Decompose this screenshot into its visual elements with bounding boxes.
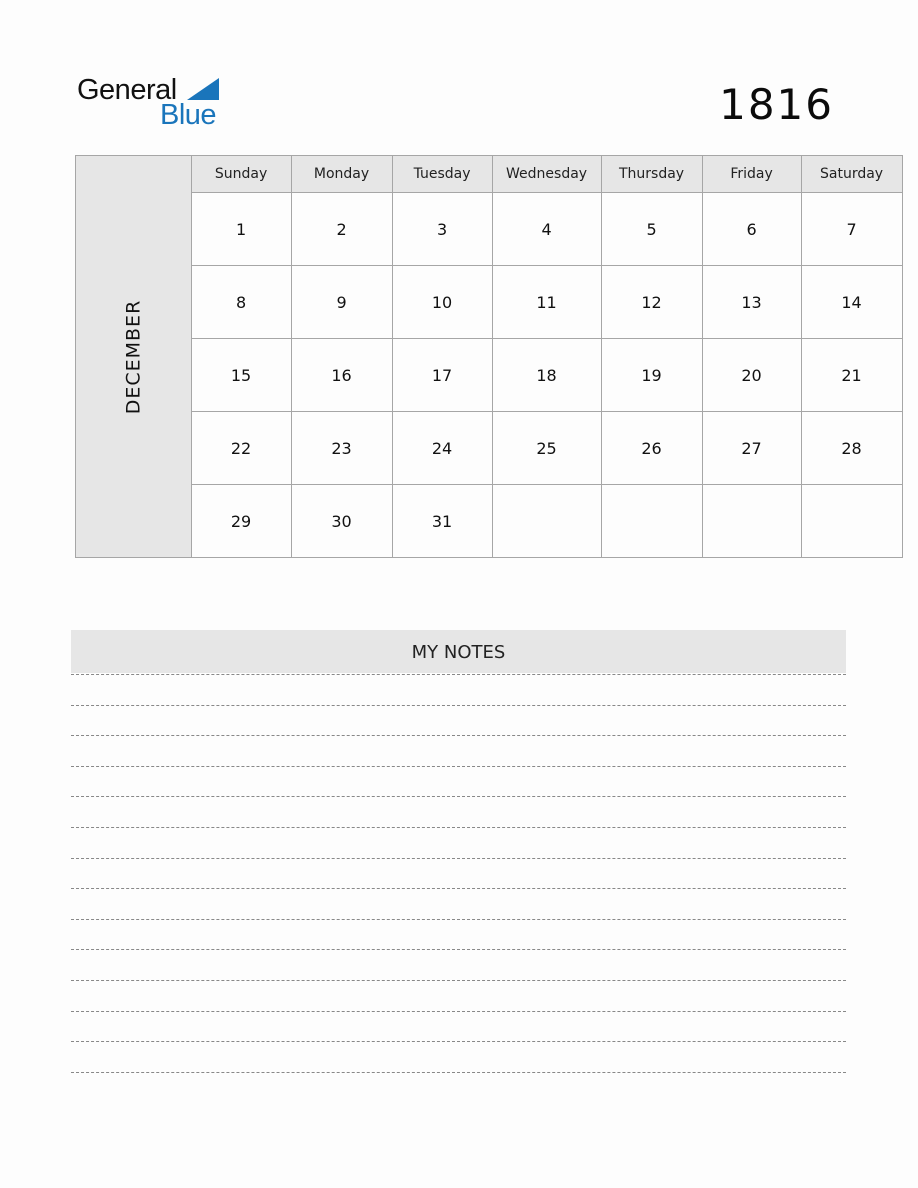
day-cell: 4	[492, 193, 601, 266]
day-cell: 7	[801, 193, 902, 266]
day-cell: 17	[392, 339, 492, 412]
day-cell: 30	[291, 485, 392, 558]
day-cell: 21	[801, 339, 902, 412]
week-row	[76, 485, 903, 558]
day-cell	[801, 485, 902, 558]
note-line	[71, 674, 846, 675]
month-column	[76, 156, 192, 558]
day-cell: 11	[492, 266, 601, 339]
note-line	[71, 827, 846, 828]
day-cell: 18	[492, 339, 601, 412]
day-cell: 6	[702, 193, 801, 266]
week-row	[76, 339, 903, 412]
note-line	[71, 705, 846, 706]
notes-header: MY NOTES	[71, 630, 846, 673]
weekday-saturday: Saturday	[801, 156, 902, 193]
note-line	[71, 1011, 846, 1012]
weekday-header-row	[76, 156, 903, 193]
logo-triangle-icon	[187, 78, 219, 100]
day-cell: 31	[392, 485, 492, 558]
note-line	[71, 980, 846, 981]
note-line	[71, 796, 846, 797]
day-cell: 3	[392, 193, 492, 266]
note-line	[71, 888, 846, 889]
weekday-monday: Monday	[291, 156, 392, 193]
day-cell: 19	[601, 339, 702, 412]
weekday-friday: Friday	[702, 156, 801, 193]
day-cell: 10	[392, 266, 492, 339]
day-cell: 29	[191, 485, 291, 558]
day-cell: 13	[702, 266, 801, 339]
day-cell: 27	[702, 412, 801, 485]
note-line	[71, 919, 846, 920]
weekday-wednesday: Wednesday	[492, 156, 601, 193]
day-cell: 22	[191, 412, 291, 485]
note-line	[71, 949, 846, 950]
day-cell: 28	[801, 412, 902, 485]
note-line	[71, 766, 846, 767]
day-cell: 5	[601, 193, 702, 266]
day-cell: 9	[291, 266, 392, 339]
day-cell: 8	[191, 266, 291, 339]
day-cell: 24	[392, 412, 492, 485]
weekday-thursday: Thursday	[601, 156, 702, 193]
note-line	[71, 1072, 846, 1073]
day-cell: 23	[291, 412, 392, 485]
week-row	[76, 266, 903, 339]
note-line	[71, 1041, 846, 1042]
day-cell: 2	[291, 193, 392, 266]
day-cell: 1	[191, 193, 291, 266]
day-cell: 14	[801, 266, 902, 339]
calendar-grid	[75, 155, 903, 558]
month-label: DECEMBER	[122, 299, 145, 414]
day-cell	[492, 485, 601, 558]
day-cell: 25	[492, 412, 601, 485]
general-blue-logo	[77, 74, 227, 130]
logo-word-blue: Blue	[160, 99, 217, 131]
day-cell: 15	[191, 339, 291, 412]
week-row	[76, 193, 903, 266]
year-title: 1816	[719, 80, 834, 129]
week-row	[76, 412, 903, 485]
day-cell	[702, 485, 801, 558]
day-cell	[601, 485, 702, 558]
weekday-sunday: Sunday	[191, 156, 291, 193]
day-cell: 12	[601, 266, 702, 339]
day-cell: 16	[291, 339, 392, 412]
note-line	[71, 858, 846, 859]
day-cell: 20	[702, 339, 801, 412]
logo-word-general: General	[77, 74, 177, 106]
note-line	[71, 735, 846, 736]
weekday-tuesday: Tuesday	[392, 156, 492, 193]
day-cell: 26	[601, 412, 702, 485]
